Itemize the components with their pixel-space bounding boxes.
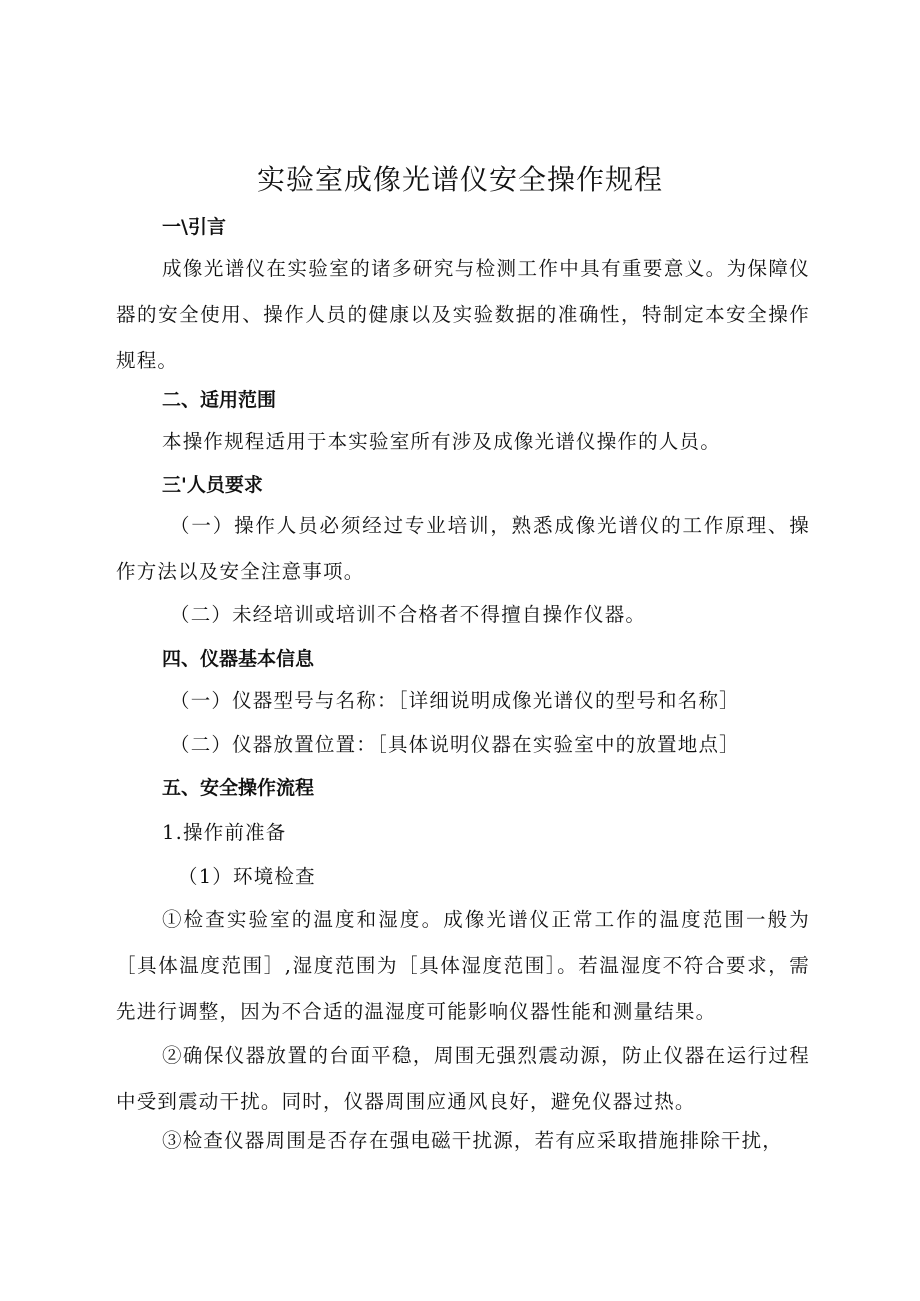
document-title: 实验室成像光谱仪安全操作规程 [256,163,663,196]
instrument-item-1: （一）仪器型号与名称：［详细说明成像光谱仪的型号和名称］ [170,689,740,712]
section-heading-personnel: 三'人员要求 [162,474,263,496]
scope-paragraph: 本操作规程适用于本实验室所有涉及成像光谱仪操作的人员。 [162,430,721,453]
section-heading-intro: 一\引言 [162,216,226,238]
section-heading-procedure: 五、安全操作流程 [162,777,315,799]
personnel-item-1: （一）操作人员必须经过专业培训，熟悉成像光谱仪的工作原理、操作方法以及安全注意事项。 [116,514,810,583]
intro-paragraph: 成像光谱仪在实验室的诸多研究与检测工作中具有重要意义。为保障仪器的安全使用、操作人员的健康以及实验数据的准确性，特制定本安全操作规程。 [116,257,810,372]
section-heading-instrument: 四、仪器基本信息 [162,648,315,670]
instrument-item-2: （二）仪器放置位置：［具体说明仪器在实验室中的放置地点］ [170,733,740,756]
procedure-subheading-1: 1.操作前准备 [162,821,287,844]
check-paragraph-3: ③检查仪器周围是否存在强电磁干扰源，若有应采取措施排除干扰， [162,1129,784,1152]
check-paragraph-2: ②确保仪器放置的台面平稳，周围无强烈震动源，防止仪器在运行过程中受到震动干扰。同时，仪器周围应通风良好，避免仪器过热。 [116,1044,810,1113]
section-heading-scope: 二、适用范围 [162,389,277,411]
procedure-subheading-1-1: （1）环境检查 [178,865,316,888]
check-paragraph-1: ①检查实验室的温度和湿度。成像光谱仪正常工作的温度范围一般为［具体温度范围］,湿度范围为［具体湿度范围］。若温湿度不符合要求，需先进行调整，因为不合适的温湿度可能影响仪器性能和测量结果。 [116,908,810,1023]
personnel-item-2: （二）未经培训或培训不合格者不得擅自操作仪器。 [170,603,647,626]
